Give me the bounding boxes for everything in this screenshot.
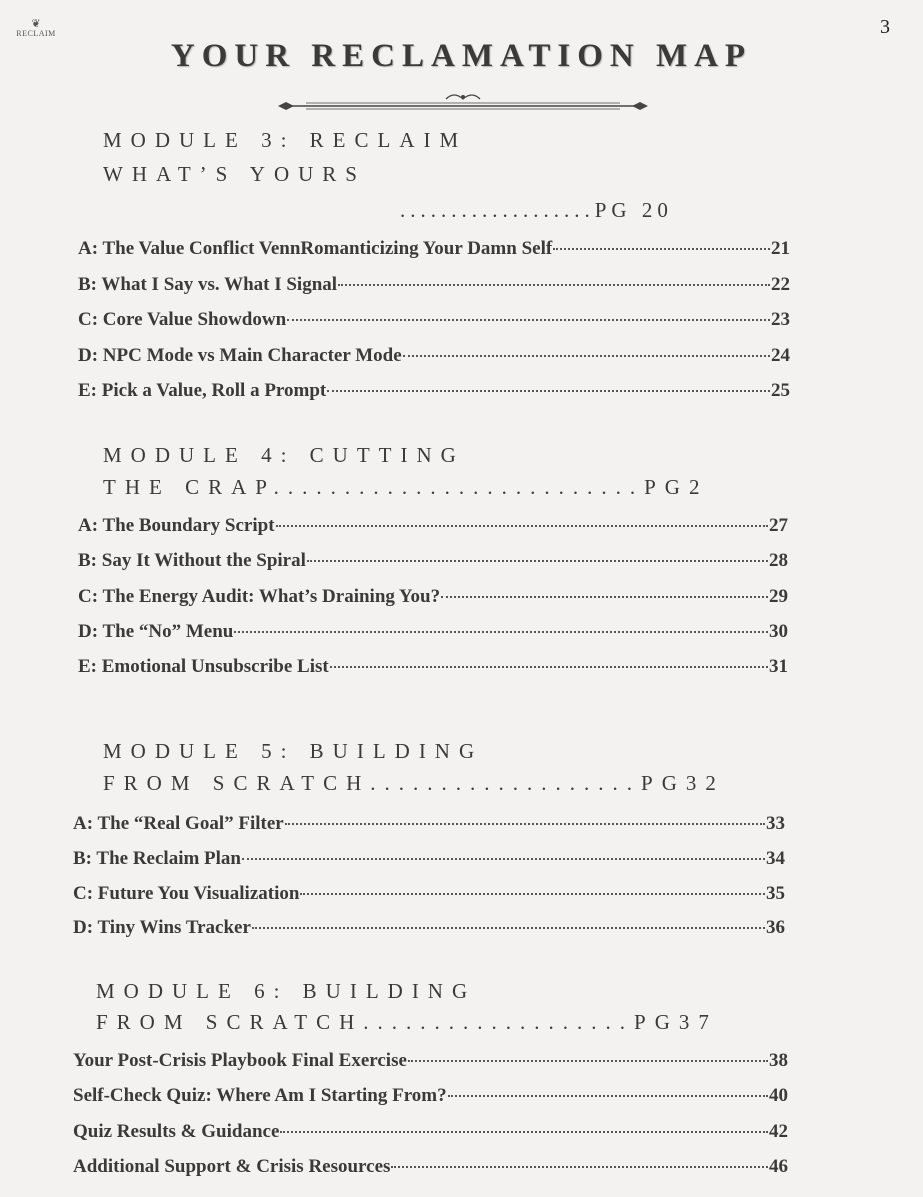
toc-entry-page: 30 bbox=[769, 620, 788, 642]
toc-entry[interactable] bbox=[73, 883, 785, 909]
toc-entry-label: A: The Boundary Script bbox=[78, 515, 275, 536]
toc-entry[interactable] bbox=[73, 1050, 788, 1076]
dot-leader bbox=[553, 248, 770, 250]
toc-entry-label: B: The Reclaim Plan bbox=[73, 847, 242, 869]
toc-entry[interactable] bbox=[78, 586, 788, 612]
toc-entry[interactable] bbox=[78, 621, 788, 647]
toc-entry-page: 23 bbox=[771, 309, 790, 330]
dot-leader bbox=[287, 319, 770, 321]
ornamental-divider bbox=[276, 90, 650, 116]
dot-leader bbox=[300, 893, 765, 895]
toc-entry-page: 27 bbox=[769, 515, 788, 536]
dot-leader bbox=[327, 390, 770, 392]
toc-entry-page: 38 bbox=[769, 1050, 788, 1071]
dot-leader bbox=[403, 355, 770, 357]
dot-leader bbox=[242, 858, 765, 860]
dot-leader bbox=[330, 666, 768, 668]
dot-leader bbox=[307, 560, 768, 562]
dot-leader bbox=[252, 927, 765, 929]
dot-leader bbox=[408, 1060, 768, 1062]
brand-name: RECLAIM bbox=[16, 29, 56, 38]
toc-entry[interactable] bbox=[78, 515, 788, 541]
toc-entry-label: E: Emotional Unsubscribe List bbox=[78, 656, 329, 678]
toc-entry[interactable] bbox=[78, 345, 790, 371]
toc-entry-page: 24 bbox=[771, 344, 790, 366]
module-3-page-ref: ...................PG 20 bbox=[400, 198, 673, 222]
toc-entry-label: Self-Check Quiz: Where Am I Starting From? bbox=[73, 1085, 447, 1107]
toc-entry[interactable] bbox=[73, 1156, 788, 1182]
toc-entry-label: Additional Support & Crisis Resources bbox=[73, 1155, 391, 1177]
toc-entry[interactable] bbox=[78, 380, 790, 406]
toc-entry-page: 21 bbox=[771, 238, 790, 259]
dot-leader bbox=[441, 596, 768, 598]
module-5-title-line2: FROM SCRATCH...................PG32 bbox=[103, 771, 725, 795]
module-6-title-line2: FROM SCRATCH...................PG37 bbox=[96, 1010, 718, 1034]
toc-entry[interactable] bbox=[73, 848, 785, 874]
module-5-title-line1: MODULE 5: BUILDING bbox=[103, 739, 484, 763]
toc-entry-label: Your Post-Crisis Playbook Final Exercise bbox=[73, 1050, 407, 1071]
toc-entry-page: 42 bbox=[769, 1120, 788, 1142]
toc-entry-label: E: Pick a Value, Roll a Prompt bbox=[78, 380, 327, 401]
toc-entry-label: D: Tiny Wins Tracker bbox=[73, 917, 251, 939]
toc-entry[interactable] bbox=[78, 656, 788, 682]
module-6-title-line1: MODULE 6: BUILDING bbox=[96, 979, 477, 1003]
toc-entry-label: C: Future You Visualization bbox=[73, 882, 300, 904]
toc-entry[interactable] bbox=[73, 1121, 788, 1147]
toc-entry-label: Quiz Results & Guidance bbox=[73, 1120, 280, 1142]
toc-entry-label: A: The “Real Goal” Filter bbox=[73, 813, 284, 834]
page-number: 3 bbox=[880, 16, 890, 38]
module-3-title-line1: MODULE 3: RECLAIM bbox=[103, 128, 468, 152]
dot-leader bbox=[448, 1095, 768, 1097]
toc-entry-page: 46 bbox=[769, 1155, 788, 1177]
toc-entry-page: 25 bbox=[771, 380, 790, 401]
toc-entry[interactable] bbox=[78, 238, 790, 264]
toc-entry-page: 33 bbox=[766, 813, 785, 834]
toc-entry-page: 31 bbox=[769, 656, 788, 678]
toc-entry-page: 35 bbox=[766, 882, 785, 904]
toc-entry[interactable] bbox=[78, 309, 790, 335]
toc-entry-page: 22 bbox=[771, 273, 790, 295]
toc-entry-label: C: Core Value Showdown bbox=[78, 309, 287, 330]
module-3-title-line2: WHAT’S YOURS bbox=[103, 162, 366, 186]
dot-leader bbox=[285, 823, 765, 825]
toc-entry-label: B: What I Say vs. What I Signal bbox=[78, 273, 338, 295]
module-4-title-line2: THE CRAP..........................PG2 bbox=[103, 475, 709, 499]
toc-entry-page: 29 bbox=[769, 585, 788, 607]
dot-leader bbox=[391, 1166, 768, 1168]
dot-leader bbox=[280, 1131, 768, 1133]
brand-logo bbox=[10, 18, 62, 38]
lotus-icon: ❦ bbox=[31, 17, 41, 30]
toc-entry-label: A: The Value Conflict VennRomanticizing Your Damn Self bbox=[78, 238, 553, 259]
dot-leader bbox=[338, 284, 770, 286]
dot-leader bbox=[276, 525, 768, 527]
toc-entry-page: 34 bbox=[766, 847, 785, 869]
toc-entry[interactable] bbox=[78, 550, 788, 576]
toc-entry-page: 36 bbox=[766, 917, 785, 939]
toc-entry-label: D: NPC Mode vs Main Character Mode bbox=[78, 344, 402, 366]
toc-entry-label: B: Say It Without the Spiral bbox=[78, 550, 306, 572]
toc-entry[interactable] bbox=[78, 274, 790, 300]
toc-entry-label: D: The “No” Menu bbox=[78, 620, 234, 642]
page-title: YOUR RECLAMATION MAP bbox=[170, 38, 753, 74]
toc-entry[interactable] bbox=[73, 917, 785, 943]
toc-entry[interactable] bbox=[73, 1085, 788, 1111]
toc-entry-page: 40 bbox=[769, 1085, 788, 1107]
toc-entry-label: C: The Energy Audit: What’s Draining You? bbox=[78, 585, 441, 607]
toc-entry-page: 28 bbox=[769, 550, 788, 572]
dot-leader bbox=[234, 631, 768, 633]
toc-entry[interactable] bbox=[73, 813, 785, 839]
module-4-title-line1: MODULE 4: CUTTING bbox=[103, 443, 465, 467]
